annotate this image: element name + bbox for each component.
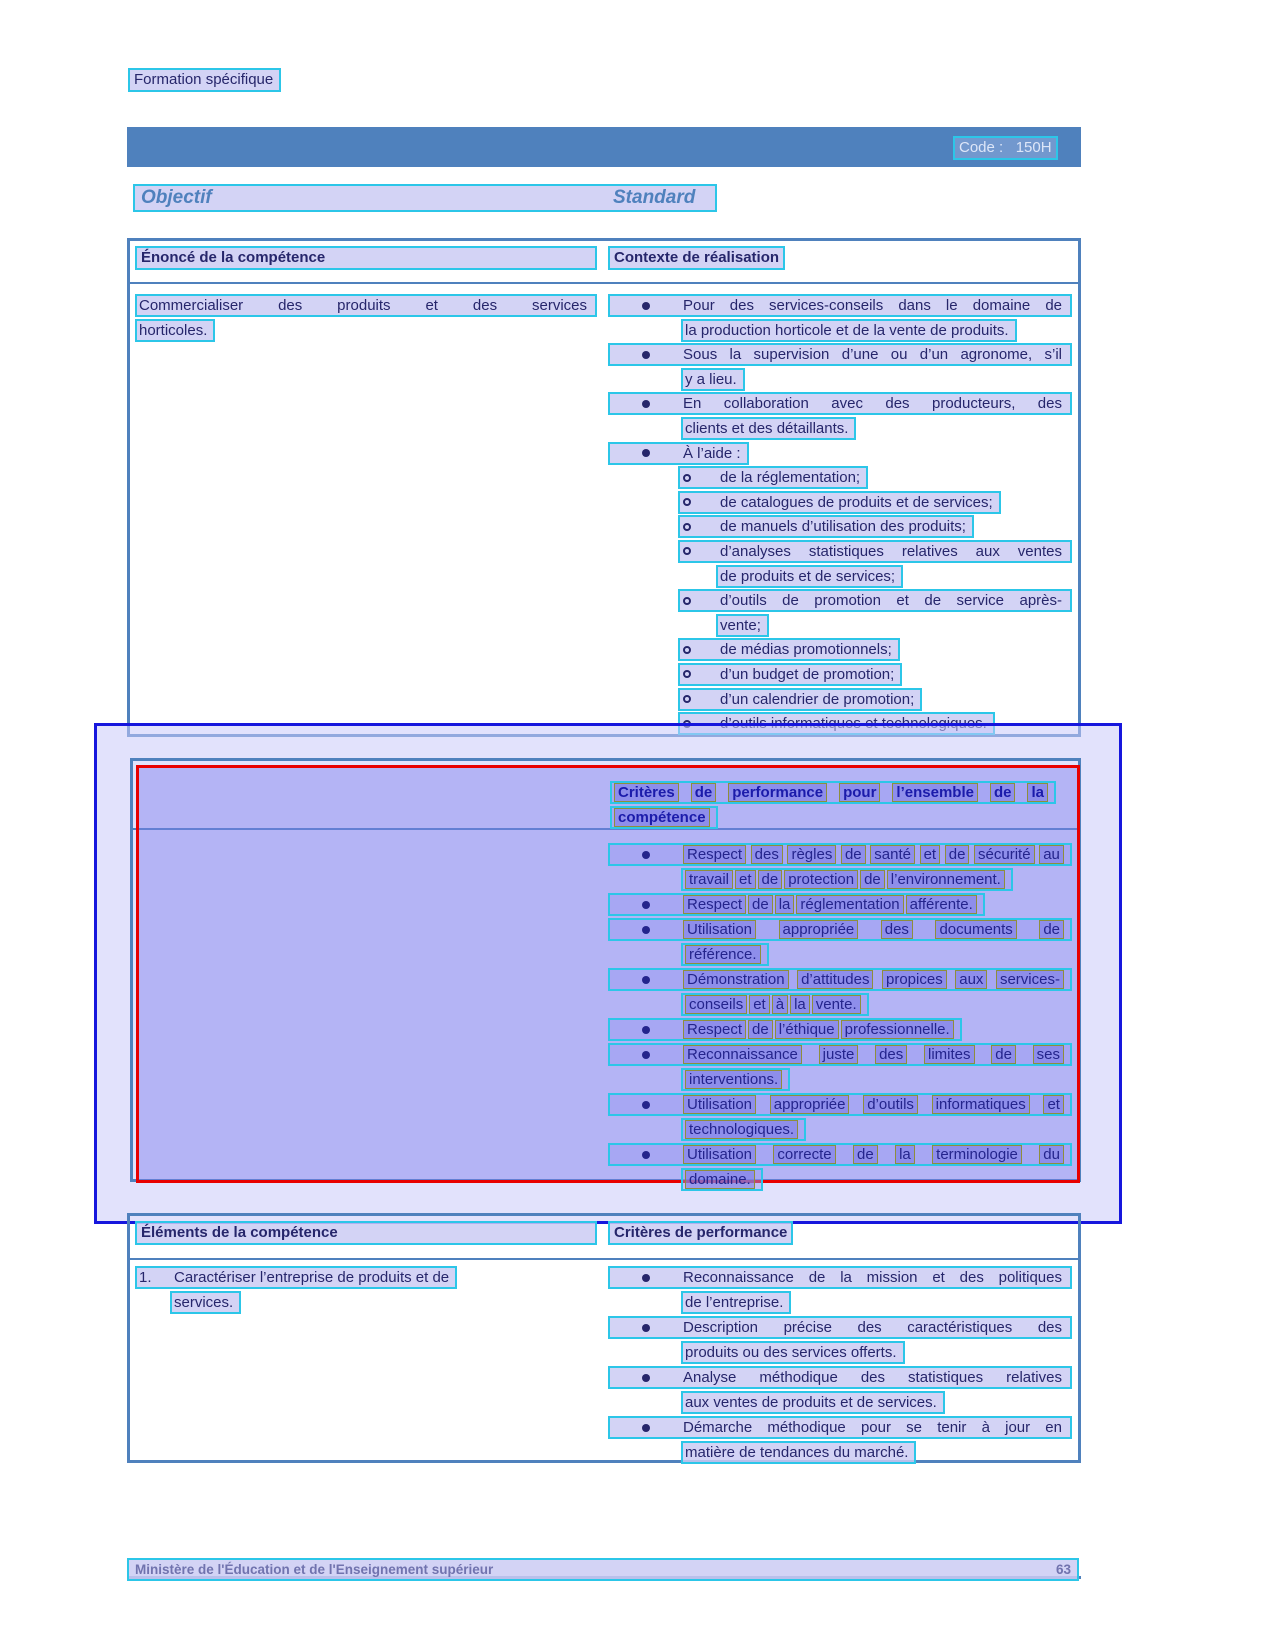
word-box: à [772, 995, 788, 1014]
contexte-list [608, 294, 1072, 737]
text-line [608, 968, 1072, 993]
column-header-enonce: Énoncé de la compétence [135, 246, 597, 270]
bullet-dot-icon [642, 851, 650, 859]
text-line [608, 1068, 1072, 1093]
text-line: d’outils de promotion et de service après- [608, 589, 1072, 614]
word-box: référence. [685, 945, 761, 964]
word-box: de [945, 845, 970, 864]
word-box: services- [996, 970, 1064, 989]
text-line: services. [135, 1291, 597, 1316]
word-box: l’environnement. [887, 870, 1005, 889]
table-header-divider [130, 1258, 1078, 1260]
bullet-dot-icon [642, 1151, 650, 1159]
page-number: 63 [1055, 1562, 1071, 1577]
word-box: santé [870, 845, 915, 864]
word-box: afférente. [906, 895, 977, 914]
text-line: de médias promotionnels; [608, 638, 1072, 663]
code-badge: Code : 150H [953, 136, 1058, 160]
text-line [608, 843, 1072, 868]
text-line: d’un budget de promotion; [608, 663, 1072, 688]
footer-bar [127, 1558, 1079, 1581]
text-line: aux ventes de produits et de services. [608, 1391, 1072, 1416]
objectif-standard-strip [133, 184, 717, 212]
criteres-ensemble-list [608, 843, 1072, 1193]
bullet-circle-icon [683, 547, 691, 555]
word-box: Critères [614, 783, 679, 802]
bullet-dot-icon [642, 302, 650, 310]
bullet-dot-icon [642, 976, 650, 984]
word-box: Utilisation [683, 1145, 756, 1164]
word-box: interventions. [685, 1070, 782, 1089]
word-box: propices [882, 970, 947, 989]
word-box: de [748, 1020, 773, 1039]
bullet-dot-icon [642, 1374, 650, 1382]
word-box: de [853, 1145, 878, 1164]
bullet-circle-icon [683, 523, 691, 531]
word-box: vente. [812, 995, 861, 1014]
word-box: aux [955, 970, 987, 989]
text-line: de l’entreprise. [608, 1291, 1072, 1316]
text-line: y a lieu. [608, 368, 1072, 393]
bullet-dot-icon [642, 449, 650, 457]
bullet-dot-icon [642, 351, 650, 359]
competence-statement [135, 294, 597, 343]
word-box: l’ensemble [892, 783, 978, 802]
word-box: performance [728, 783, 827, 802]
word-box: pour [839, 783, 880, 802]
word-box: et [735, 870, 756, 889]
word-box: Respect [683, 895, 746, 914]
bullet-circle-icon [683, 670, 691, 678]
text-line [610, 781, 1056, 806]
standard-heading: Standard [613, 187, 696, 208]
text-line: la production horticole et de la vente de produits. [608, 319, 1072, 344]
word-box: compétence [614, 808, 710, 827]
word-box: l’éthique [775, 1020, 839, 1039]
word-box: appropriée [779, 920, 859, 939]
word-box: Respect [683, 1020, 746, 1039]
text-line: Description précise des caractéristiques des [608, 1316, 1072, 1341]
word-box: travail [685, 870, 733, 889]
text-line [608, 1043, 1072, 1068]
word-box: Utilisation [683, 1095, 756, 1114]
column-header-elements: Éléments de la compétence [135, 1221, 597, 1245]
word-box: des [751, 845, 783, 864]
bullet-dot-icon [642, 1324, 650, 1332]
word-box: de [758, 870, 783, 889]
word-box: d’attitudes [797, 970, 873, 989]
bullet-dot-icon [642, 1274, 650, 1282]
text-line: À l’aide : [608, 442, 1072, 467]
text-line: 1. Caractériser l’entreprise de produits et de [135, 1266, 597, 1291]
word-box: appropriée [770, 1095, 850, 1114]
word-box: sécurité [974, 845, 1035, 864]
word-box: Respect [683, 845, 746, 864]
text-line: de manuels d’utilisation des produits; [608, 515, 1072, 540]
word-box: de [748, 895, 773, 914]
word-box: la [790, 995, 810, 1014]
word-box: juste [819, 1045, 859, 1064]
text-line [608, 918, 1072, 943]
word-box: de [991, 1045, 1016, 1064]
text-line: Démarche méthodique pour se tenir à jour en [608, 1416, 1072, 1441]
table-header-divider [130, 282, 1078, 284]
word-box: limites [924, 1045, 975, 1064]
bullet-dot-icon [642, 400, 650, 408]
criteres-list [608, 1266, 1072, 1466]
word-box: du [1039, 1145, 1064, 1164]
word-box: et [749, 995, 770, 1014]
text-line: de produits et de services; [608, 565, 1072, 590]
text-line [608, 1018, 1072, 1043]
text-line [608, 1168, 1072, 1193]
bullet-dot-icon [642, 1101, 650, 1109]
text-line: d’analyses statistiques relatives aux ventes [608, 540, 1072, 565]
text-line: d’un calendrier de promotion; [608, 688, 1072, 713]
word-box: d’outils [863, 1095, 918, 1114]
word-box: et [1043, 1095, 1064, 1114]
column-header-criteres: Critères de performance [608, 1221, 793, 1245]
word-box: correcte [773, 1145, 835, 1164]
word-box: Utilisation [683, 920, 756, 939]
word-box: conseils [685, 995, 747, 1014]
title-bar [127, 127, 1081, 167]
text-line [608, 868, 1072, 893]
word-box: la [1027, 783, 1048, 802]
word-box: et [920, 845, 941, 864]
word-box: la [775, 895, 795, 914]
word-box: documents [935, 920, 1016, 939]
text-line [608, 1143, 1072, 1168]
word-box: au [1039, 845, 1064, 864]
text-line: de catalogues de produits et de services; [608, 491, 1072, 516]
word-box: réglementation [796, 895, 903, 914]
text-line: Pour des services-conseils dans le domaine de [608, 294, 1072, 319]
bullet-dot-icon [642, 1026, 650, 1034]
column-header-contexte: Contexte de réalisation [608, 246, 785, 270]
text-line: En collaboration avec des producteurs, des [608, 392, 1072, 417]
text-line [608, 943, 1072, 968]
bullet-circle-icon [683, 597, 691, 605]
word-box: Démonstration [683, 970, 789, 989]
text-line: Commercialiser des produits et des services [135, 294, 597, 319]
element-item [135, 1266, 597, 1316]
bullet-dot-icon [642, 1051, 650, 1059]
word-box: la [895, 1145, 915, 1164]
objectif-heading: Objectif [141, 187, 212, 208]
text-line [608, 993, 1072, 1018]
text-line: produits ou des services offerts. [608, 1341, 1072, 1366]
word-box: terminologie [932, 1145, 1022, 1164]
word-box: de [990, 783, 1016, 802]
word-box: des [881, 920, 913, 939]
criteres-ensemble-header [610, 781, 1056, 831]
bullet-dot-icon [642, 901, 650, 909]
text-line: Reconnaissance de la mission et des politiques [608, 1266, 1072, 1291]
word-box: ses [1033, 1045, 1064, 1064]
text-line: horticoles. [135, 319, 597, 344]
word-box: technologiques. [685, 1120, 798, 1139]
word-box: protection [784, 870, 858, 889]
word-box: Reconnaissance [683, 1045, 802, 1064]
section-label: Formation spécifique [128, 68, 281, 92]
text-line: vente; [608, 614, 1072, 639]
bullet-dot-icon [642, 926, 650, 934]
bullet-circle-icon [683, 474, 691, 482]
word-box: de [1039, 920, 1064, 939]
word-box: informatiques [932, 1095, 1030, 1114]
word-box: professionnelle. [841, 1020, 954, 1039]
list-number: 1. [139, 1269, 152, 1286]
text-line: clients et des détaillants. [608, 417, 1072, 442]
bullet-circle-icon [683, 695, 691, 703]
word-box: de [860, 870, 885, 889]
text-line: Analyse méthodique des statistiques relatives [608, 1366, 1072, 1391]
word-box: de [841, 845, 866, 864]
word-box: domaine. [685, 1170, 755, 1189]
word-box: des [875, 1045, 907, 1064]
text-line: de la réglementation; [608, 466, 1072, 491]
word-box: règles [787, 845, 836, 864]
bullet-circle-icon [683, 498, 691, 506]
text-line [608, 893, 1072, 918]
text-line: Sous la supervision d’une ou d’un agronome, s’il [608, 343, 1072, 368]
text-line [608, 1118, 1072, 1143]
text-line [610, 806, 1056, 831]
word-box: de [691, 783, 717, 802]
bullet-circle-icon [683, 646, 691, 654]
text-line: matière de tendances du marché. [608, 1441, 1072, 1466]
footer-title: Ministère de l'Éducation et de l'Enseignement supérieur [135, 1562, 494, 1577]
bullet-dot-icon [642, 1424, 650, 1432]
text-line [608, 1093, 1072, 1118]
